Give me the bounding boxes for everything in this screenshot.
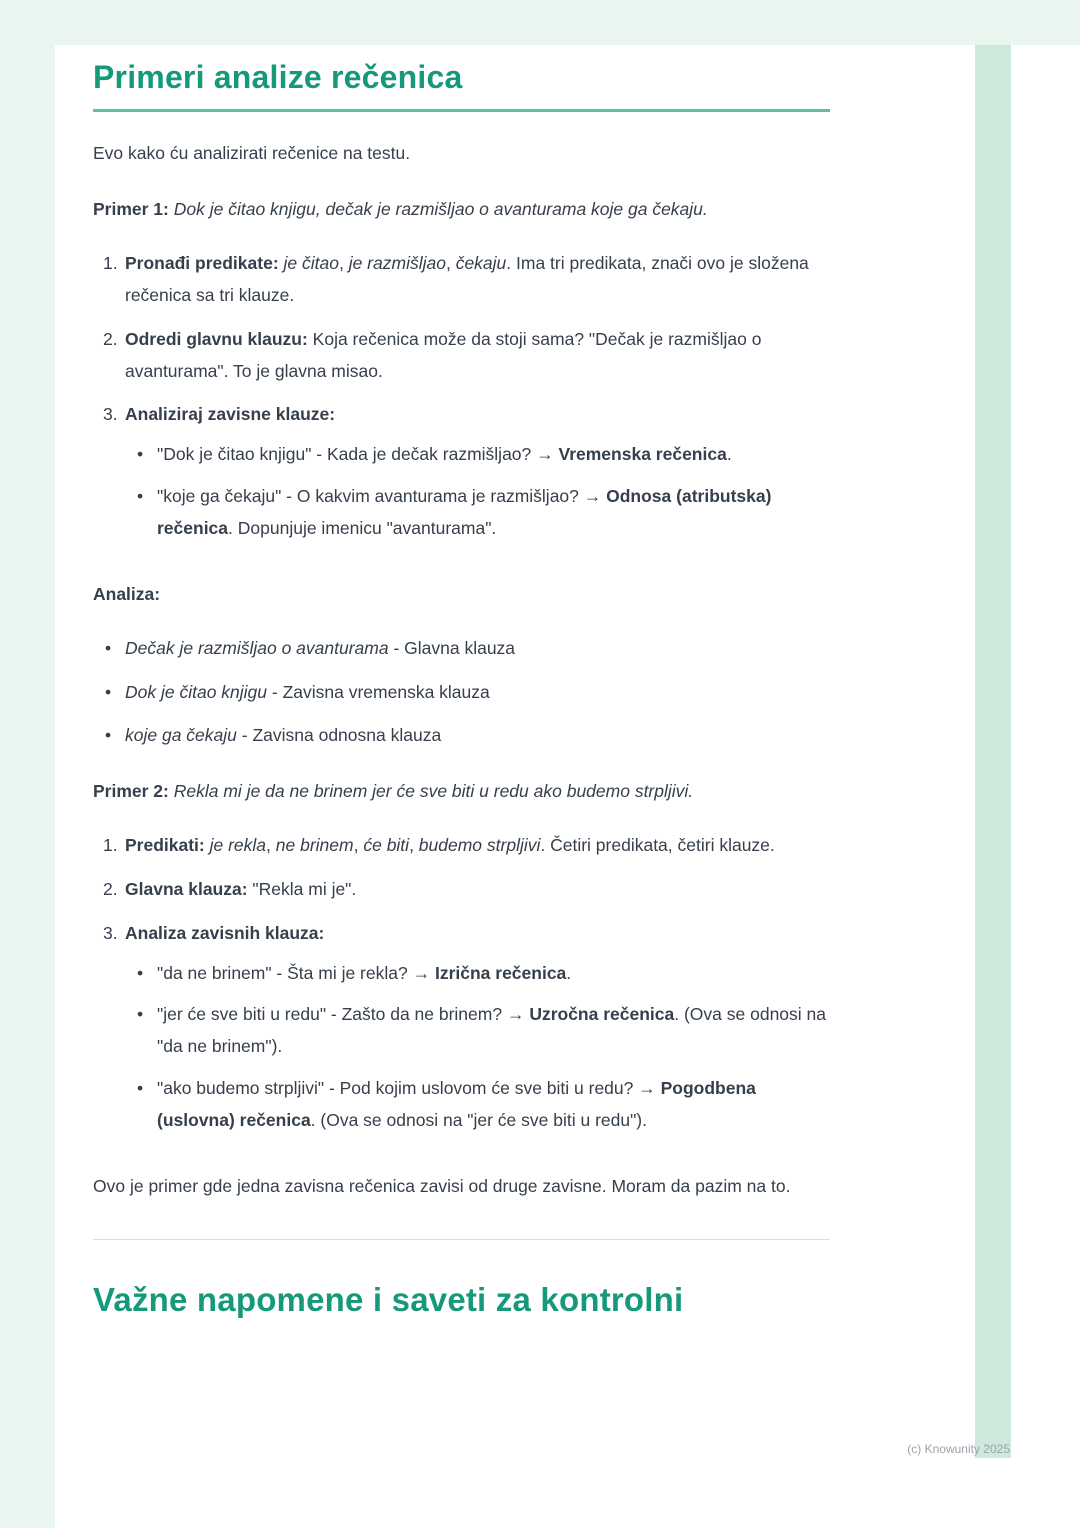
list-item-text: Pronađi predikate: je čitao, je razmišljao, čekaju. Ima tri predikata, znači ovo je složena rečenica sa tri klauze.: [125, 253, 809, 305]
copyright-note: (c) Knowunity 2025: [907, 1442, 1010, 1456]
intro-paragraph: Evo kako ću analizirati rečenice na testu.: [93, 143, 411, 164]
list-number: 3.: [103, 922, 118, 943]
bullet-item: • koje ga čekaju - Zavisna odnosna klauza: [103, 720, 830, 752]
list-item: [103, 918, 830, 1147]
list-item-body: [125, 399, 830, 554]
sub-bullet-list: [135, 958, 830, 1137]
list-number: 2.: [103, 328, 118, 349]
decorative-accent-bar: [975, 45, 1011, 1458]
title-underline: [93, 109, 830, 112]
section-divider: [93, 1239, 830, 1240]
bullet-item: • "Dok je čitao knjigu" - Kada je dečak razmišljao? → Vremenska rečenica.: [135, 439, 830, 471]
list-item-text: Analiza zavisnih klauza:: [125, 922, 325, 943]
list-number: 1.: [103, 253, 118, 274]
next-section-title: Važne napomene i saveti za kontrolni: [93, 1280, 684, 1318]
page-title: Primeri analize rečenica: [93, 59, 463, 95]
bullet-item: • "da ne brinem" - Šta mi je rekla? → Izrična rečenica.: [135, 958, 830, 990]
bullet-item: • Dečak je razmišljao o avanturama - Glavna klauza: [103, 633, 830, 665]
bullet-item: • "jer će sve biti u redu" - Zašto da ne brinem? → Uzročna rečenica. (Ova se odnosi na "da ne brinem").: [135, 999, 830, 1063]
document-content: [93, 45, 830, 1319]
example2-lead: Primer 2: Rekla mi je da ne brinem jer će sve biti u redu ako budemo strpljivi.: [93, 781, 694, 802]
bullet-item: • "ako budemo strpljivi" - Pod kojim uslovom će sve biti u redu? → Pogodbena (uslovna) rečenica. (Ova se odnosi na "jer će sve biti u redu").: [135, 1073, 830, 1137]
list-number: 3.: [103, 404, 118, 425]
example1-steps-list: [103, 248, 830, 555]
closing-paragraph: Ovo je primer gde jedna zavisna rečenica zavisi od druge zavisne. Moram da pazim na to.: [93, 1175, 791, 1196]
list-item: [103, 830, 830, 862]
list-item-text: Analiziraj zavisne klauze:: [125, 404, 336, 425]
list-number: 1.: [103, 835, 118, 856]
list-item-text: Predikati: je rekla, ne brinem, će biti, budemo strpljivi. Četiri predikata, četiri klauze.: [125, 835, 775, 856]
list-item-body: [125, 918, 830, 1147]
document-page: [55, 45, 1080, 1528]
list-item-text: Odredi glavnu klauzu: Koja rečenica može da stoji sama? "Dečak je razmišljao o avanturama". To je glavna misao.: [125, 328, 762, 381]
bullet-item: • "koje ga čekaju" - O kakvim avanturama je razmišljao? → Odnosa (atributska) rečenica. Dopunjuje imenicu "avanturama".: [135, 481, 830, 545]
list-item: [103, 399, 830, 554]
list-item-text: Glavna klauza: "Rekla mi je".: [125, 878, 357, 899]
list-item: [103, 874, 830, 906]
analysis-label: Analiza:: [93, 583, 161, 604]
sub-bullet-list: [135, 439, 830, 545]
list-item: [103, 248, 830, 312]
list-number: 2.: [103, 878, 118, 899]
list-item: [103, 324, 830, 388]
example2-steps-list: [103, 830, 830, 1147]
analysis-bullet-list: [103, 633, 830, 753]
bullet-item: • Dok je čitao knjigu - Zavisna vremenska klauza: [103, 677, 830, 709]
example1-lead: Primer 1: Dok je čitao knjigu, dečak je razmišljao o avanturama koje ga čekaju.: [93, 199, 708, 220]
